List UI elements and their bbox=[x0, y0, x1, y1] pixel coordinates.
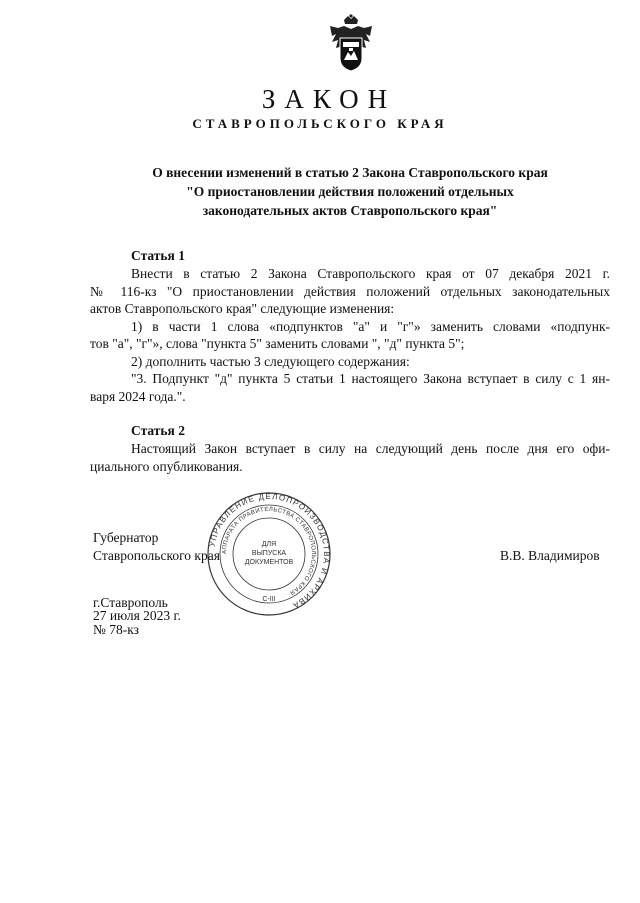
document-type-title: ЗАКОН bbox=[261, 84, 397, 114]
article-1-text: 1) в части 1 слова «подпунктов "а" и "г"» заменить словами «подпунк- bbox=[131, 318, 610, 334]
signing-place: г.Ставрополь bbox=[93, 595, 168, 610]
coat-of-arms-icon bbox=[326, 14, 376, 72]
stamp-inner-text: АППАРАТА ПРАВИТЕЛЬСТВА СТАВРОПОЛЬСКОГО КРАЯ bbox=[221, 506, 317, 596]
article-1-text: тов "а", "г"», слова "пункта 5" заменить словами ", "д" пункта 5"; bbox=[90, 336, 465, 351]
article-2-title: Статья 2 bbox=[131, 423, 185, 438]
article-1-text: варя 2024 года.". bbox=[90, 388, 186, 404]
article-2-text: Настоящий Закон вступает в силу на следующий день после дня его офи- bbox=[131, 441, 610, 456]
article-1-text: "3. Подпункт "д" пункта 5 статьи 1 настоящего Закона вступает в силу с 1 ян- bbox=[131, 371, 610, 386]
article-1-text: 2) дополнить частью 3 следующего содержания: bbox=[131, 353, 410, 369]
stamp-center-line: ДОКУМЕНТОВ bbox=[244, 559, 294, 566]
stamp-center-line: ВЫПУСКА bbox=[251, 550, 287, 557]
law-title-line: "О приостановлении действия положений отдельных bbox=[186, 184, 514, 199]
article-1-text: Внести в статью 2 Закона Ставропольского края от 07 декабря 2021 г. bbox=[131, 266, 610, 281]
law-title-line: законодательных актов Ставропольского края" bbox=[202, 203, 498, 218]
stamp-center-line: ДЛЯ bbox=[261, 541, 277, 548]
document-region-subtitle: СТАВРОПОЛЬСКОГО КРАЯ bbox=[192, 116, 448, 131]
law-title-line: О внесении изменений в статью 2 Закона Ставропольского края bbox=[152, 165, 548, 180]
article-1-text: актов Ставропольского края" следующие изменения: bbox=[90, 301, 395, 316]
law-number: № 78-кз bbox=[93, 622, 139, 637]
article-1-title: Статья 1 bbox=[131, 248, 185, 263]
stamp-outer-text: УПРАВЛЕНИЕ ДЕЛОПРОИЗВОДСТВА И АРХИВА bbox=[207, 491, 332, 611]
signer-name: В.В. Владимиров bbox=[500, 548, 600, 563]
stamp-code: С-III bbox=[262, 596, 276, 603]
article-1-text: № 116-кз "О приостановлении действия положений отдельных законодательных bbox=[90, 283, 610, 299]
signer-position-line: Губернатор bbox=[93, 530, 159, 545]
article-2-text: циального опубликования. bbox=[90, 458, 243, 474]
official-stamp bbox=[206, 491, 332, 617]
signing-date: 27 июля 2023 г. bbox=[93, 608, 181, 623]
law-title bbox=[90, 163, 610, 220]
signer-position-line: Ставропольского края bbox=[93, 548, 220, 563]
